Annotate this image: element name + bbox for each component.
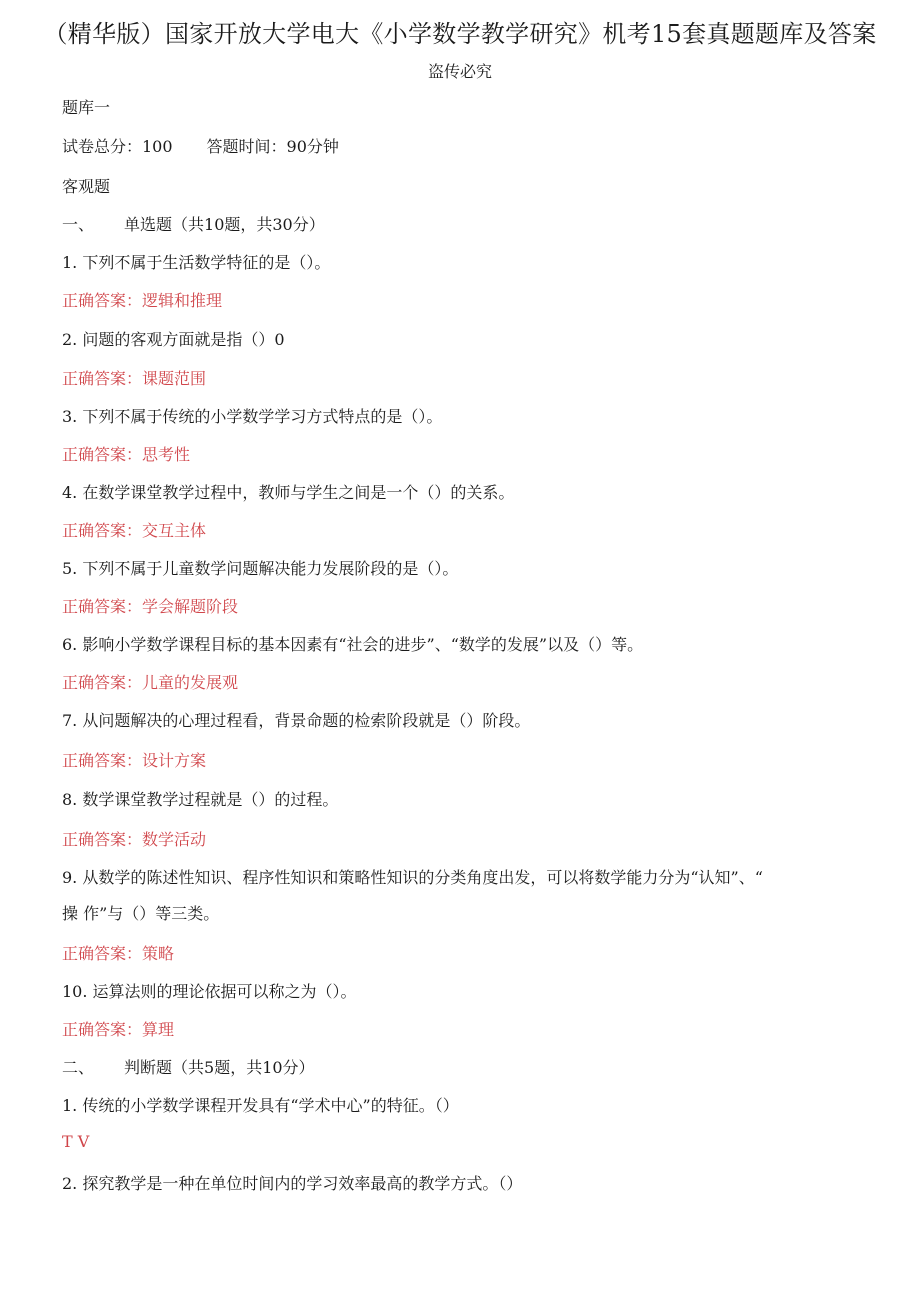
exam-info: [62, 134, 339, 157]
question-text-continued: 操 作”与（）等三类。: [62, 904, 220, 923]
question-text: 10. 运算法则的理论依据可以称之为（）。: [62, 982, 357, 1001]
answer-text: 正确答案：策略: [62, 944, 175, 963]
question-text: 1. 传统的小学数学课程开发具有“学术中心”的特征。（）: [62, 1096, 459, 1115]
answer-text: 正确答案：交互主体: [62, 521, 207, 540]
question-text: 3. 下列不属于传统的小学数学学习方式特点的是（）。: [62, 407, 443, 426]
section-heading: [62, 1055, 315, 1078]
question-text: 5. 下列不属于儿童数学问题解决能力发展阶段的是（）。: [62, 559, 459, 578]
question-text: 6. 影响小学数学课程目标的基本因素有“社会的进步”、“数学的发展”以及（）等。: [62, 635, 644, 654]
question-text: 4. 在数学课堂教学过程中，教师与学生之间是一个（）的关系。: [62, 483, 515, 502]
exam-time: 答题时间：90分钟: [206, 137, 339, 156]
section-number: 二、: [62, 1058, 95, 1077]
question-text: 1. 下列不属于生活数学特征的是（）。: [62, 253, 331, 272]
section-number: 一、: [62, 215, 95, 234]
section-heading: [62, 212, 325, 235]
document-title: （精华版）国家开放大学电大《小学数学教学研究》机考15套真题题库及答案: [43, 20, 877, 48]
document-subtitle: 盗传必究: [427, 62, 492, 81]
answer-text: 正确答案：课题范围: [62, 369, 207, 388]
answer-text: T V: [62, 1132, 90, 1151]
question-text: 2. 问题的客观方面就是指（）0: [62, 330, 285, 349]
answer-text: 正确答案：儿童的发展观: [62, 673, 239, 692]
answer-text: 正确答案：数学活动: [62, 830, 207, 849]
answer-text: 正确答案：学会解题阶段: [62, 597, 239, 616]
question-text: 8. 数学课堂教学过程就是（）的过程。: [62, 790, 339, 809]
section-title: 判断题（共5题，共10分）: [124, 1058, 315, 1077]
question-text: 9. 从数学的陈述性知识、程序性知识和策略性知识的分类角度出发，可以将数学能力分为“认知”、“: [62, 868, 763, 887]
total-score: 试卷总分：100: [62, 137, 173, 156]
question-text: 2. 探究教学是一种在单位时间内的学习效率最高的教学方式。（）: [62, 1174, 523, 1193]
answer-text: 正确答案：逻辑和推理: [62, 291, 223, 310]
section-title: 单选题（共10题，共30分）: [124, 215, 325, 234]
objective-heading: 客观题: [62, 177, 111, 196]
answer-text: 正确答案：设计方案: [62, 751, 207, 770]
question-bank-label: 题库一: [62, 98, 111, 117]
answer-text: 正确答案：思考性: [62, 445, 191, 464]
question-text: 7. 从问题解决的心理过程看，背景命题的检索阶段就是（）阶段。: [62, 711, 531, 730]
answer-text: 正确答案：算理: [62, 1020, 175, 1039]
